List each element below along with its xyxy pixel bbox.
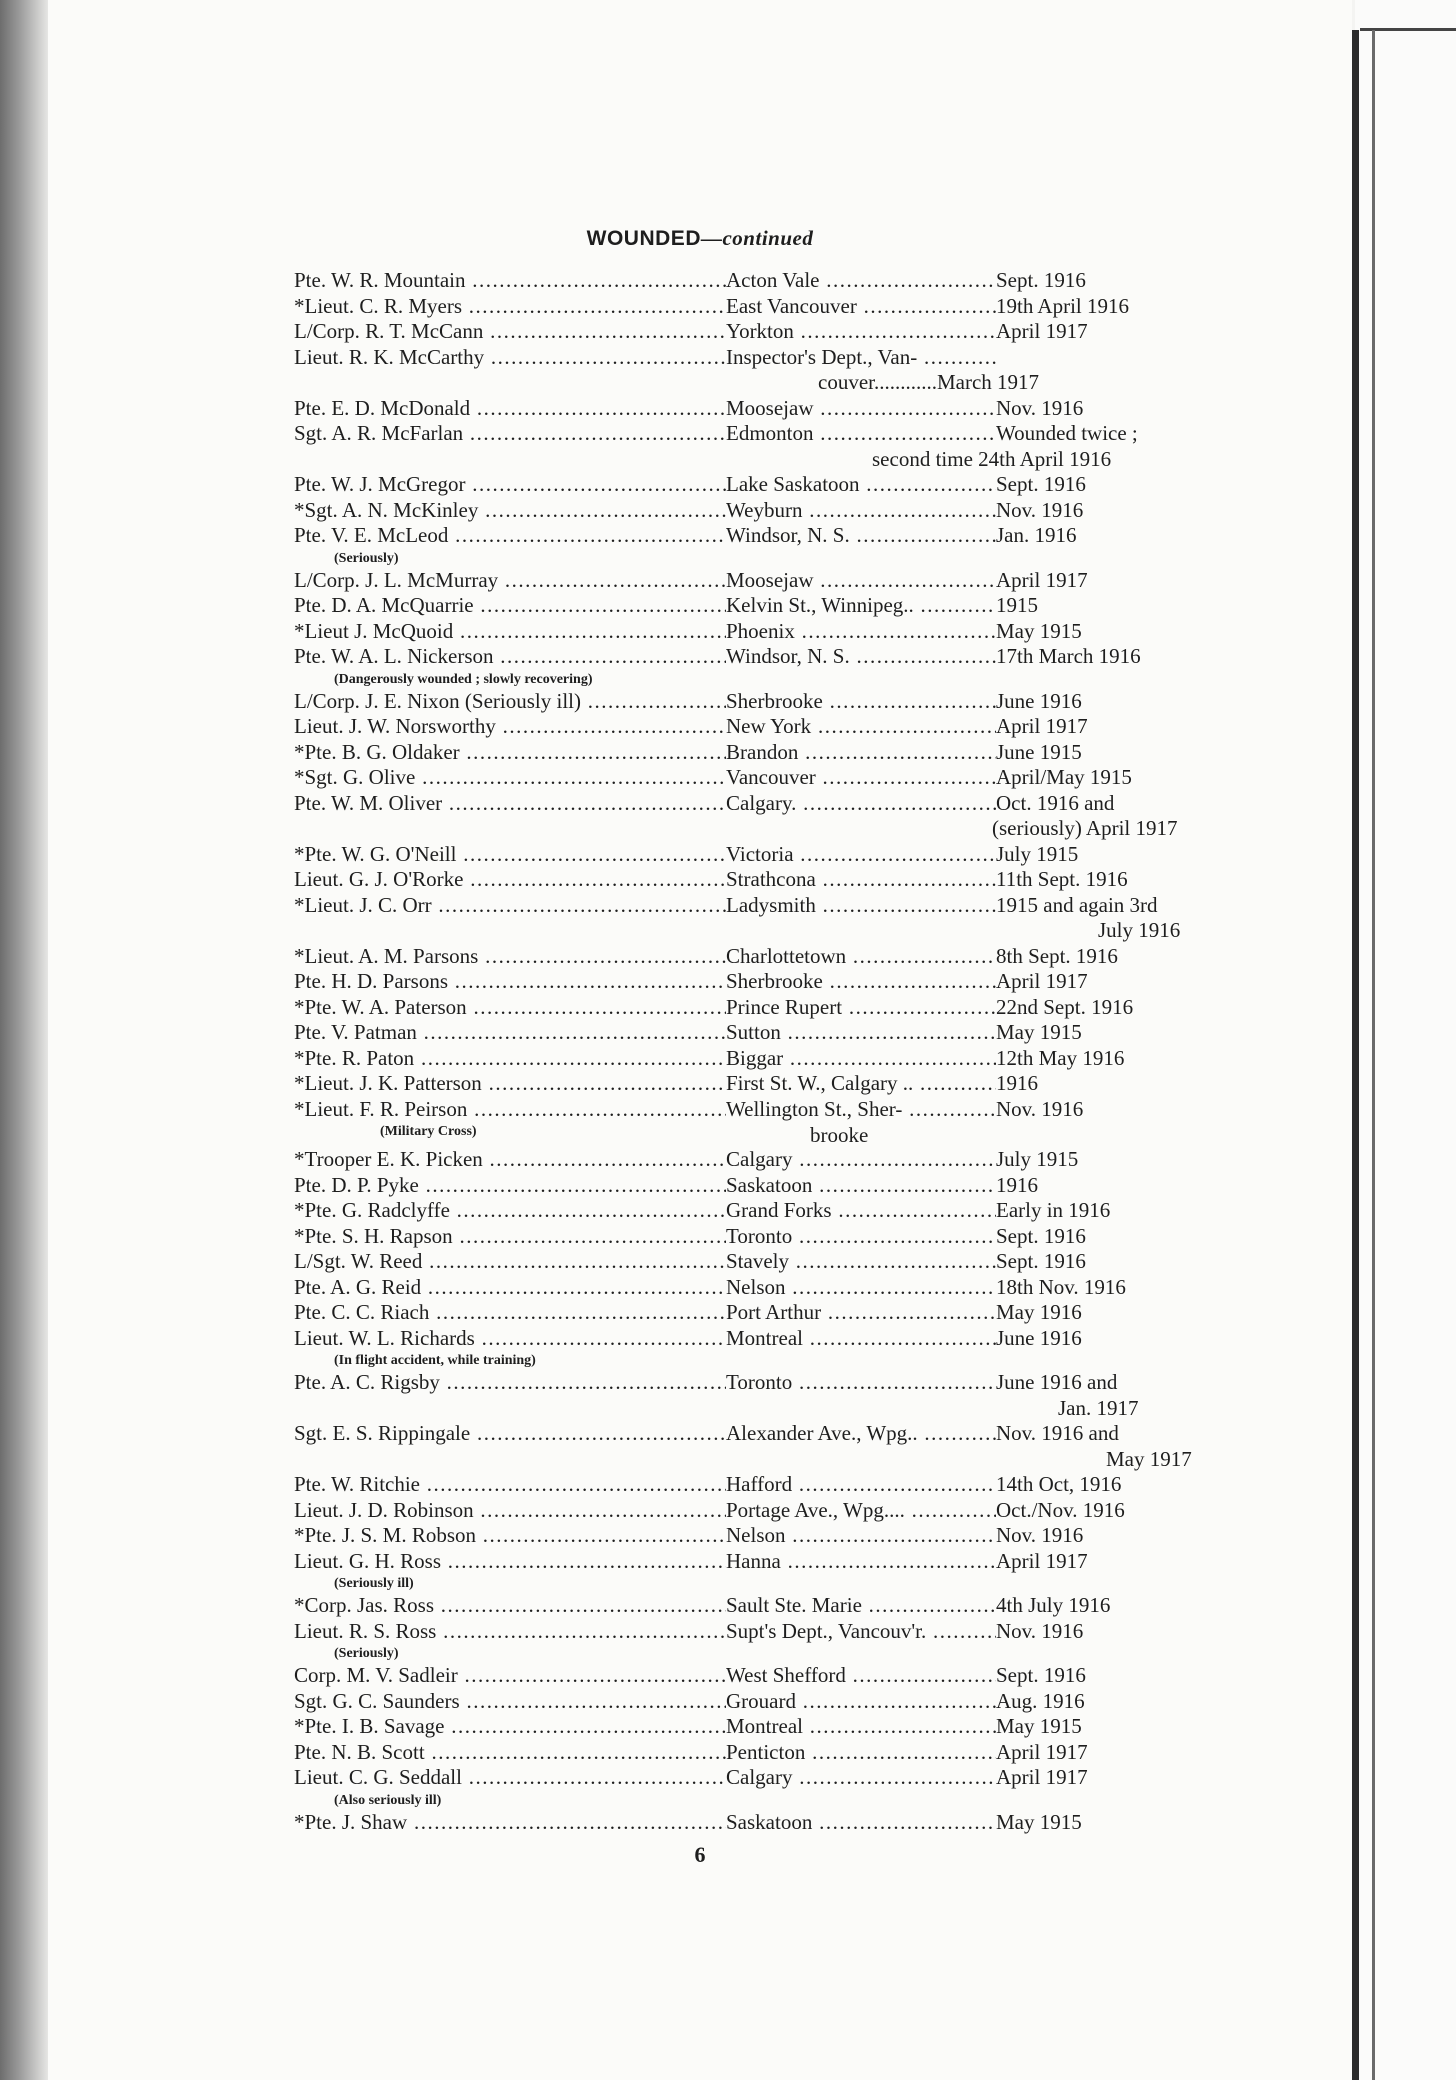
wound-date: Sept. 1916 — [996, 268, 1086, 292]
wound-date: April 1917 — [996, 969, 1088, 993]
wound-date: June 1916 — [996, 688, 1082, 713]
hometown: Brandon ..... — [726, 740, 996, 766]
hometown: Hanna ..... — [726, 1549, 996, 1575]
hometown: Calgary. ..... — [726, 791, 996, 817]
entry-note — [48, 1644, 1352, 1663]
casualty-entry — [48, 1173, 1352, 1199]
page-fold-line-2 — [1372, 30, 1375, 2080]
casualty-entry — [48, 765, 1352, 791]
soldier-name: Lieut. W. L. Richards ..... — [294, 1326, 726, 1352]
wound-date: Oct./Nov. 1916 — [996, 1497, 1125, 1522]
soldier-name: L/Corp. R. T. McCann ..... — [294, 319, 726, 345]
heading-continued: —continued — [700, 226, 814, 250]
wound-date: Nov. 1916 — [996, 1618, 1084, 1643]
wound-date: July 1915 — [996, 841, 1079, 866]
casualty-entry — [48, 1071, 1352, 1097]
wound-date: July 1915 — [996, 1147, 1079, 1171]
continuation-text: brooke — [810, 1126, 869, 1145]
casualty-entry — [48, 472, 1352, 498]
wound-date: May 1916 — [996, 1300, 1082, 1324]
soldier-name: Pte. W. J. McGregor ..... — [294, 472, 726, 498]
casualty-entry — [48, 1523, 1352, 1549]
soldier-name: *Trooper E. K. Picken ..... — [294, 1147, 726, 1173]
hometown: East Vancouver ..... — [726, 294, 996, 320]
soldier-name: *Pte. J. Shaw ..... — [294, 1810, 726, 1836]
casualty-entry — [48, 1249, 1352, 1275]
casualty-entry — [48, 593, 1352, 619]
wound-date: April 1917 — [996, 567, 1088, 592]
casualty-entry — [48, 842, 1352, 868]
casualty-entry — [48, 345, 1352, 371]
wound-date: April/May 1915 — [996, 765, 1132, 789]
hometown: Nelson ..... — [726, 1275, 996, 1301]
hometown: Acton Vale ..... — [726, 268, 996, 294]
soldier-name: L/Corp. J. L. McMurray ..... — [294, 568, 726, 594]
continuation-text: second time 24th April 1916 — [872, 446, 1112, 471]
page-heading — [48, 226, 1352, 251]
hometown: Toronto ..... — [726, 1224, 996, 1250]
wound-date: Early in 1916 — [996, 1198, 1111, 1222]
wound-date: Nov. 1916 — [996, 1096, 1084, 1121]
wound-date: May 1915 — [996, 618, 1082, 643]
document-page — [48, 0, 1352, 2080]
casualty-entry — [48, 268, 1352, 294]
page-fold-line — [1352, 30, 1359, 2080]
hometown: Saskatoon ..... — [726, 1810, 996, 1836]
wound-date: 19th April 1916 — [996, 293, 1130, 318]
casualty-entry — [48, 1421, 1352, 1447]
casualty-entry — [48, 714, 1352, 740]
page-number: 6 — [694, 1842, 706, 1867]
entry-note — [48, 1574, 1352, 1593]
wound-date: May 1915 — [996, 1809, 1082, 1834]
hometown: Kelvin St., Winnipeg.. ..... — [726, 593, 996, 619]
hometown: Montreal ..... — [726, 1714, 996, 1740]
casualty-list — [48, 268, 1352, 1835]
hometown: Phoenix ..... — [726, 619, 996, 645]
soldier-name: *Pte. W. A. Paterson ..... — [294, 995, 726, 1021]
wound-date: Sept. 1916 — [996, 472, 1086, 496]
hometown: Ladysmith ..... — [726, 893, 996, 919]
wound-date: 11th Sept. 1916 — [996, 867, 1128, 891]
soldier-name: *Lieut. C. R. Myers ..... — [294, 294, 726, 320]
hometown: Sault Ste. Marie ..... — [726, 1593, 996, 1619]
hometown: Sutton ..... — [726, 1020, 996, 1046]
hometown: Montreal ..... — [726, 1326, 996, 1352]
entry-continuation — [48, 1396, 1352, 1422]
entry-continuation — [48, 918, 1352, 944]
hometown: Nelson ..... — [726, 1523, 996, 1549]
wound-date: June 1916 — [996, 1325, 1082, 1350]
wound-date: 1916 — [996, 1071, 1038, 1095]
wound-date: June 1915 — [996, 739, 1082, 764]
hometown: First St. W., Calgary .. ..... — [726, 1071, 996, 1097]
casualty-entry — [48, 1275, 1352, 1301]
entry-continuation — [48, 447, 1352, 473]
hometown: Saskatoon ..... — [726, 1173, 996, 1199]
soldier-name: *Pte. S. H. Rapson ..... — [294, 1224, 726, 1250]
soldier-name: Pte. D. P. Pyke ..... — [294, 1173, 726, 1199]
wound-date: April 1917 — [996, 1739, 1088, 1764]
casualty-entry — [48, 1740, 1352, 1766]
hometown: Calgary ..... — [726, 1147, 996, 1173]
soldier-name: Pte. D. A. McQuarrie ..... — [294, 593, 726, 619]
wound-date: May 1915 — [996, 1020, 1082, 1044]
casualty-entry — [48, 1046, 1352, 1072]
casualty-entry — [48, 1498, 1352, 1524]
wound-date: June 1916 and — [996, 1370, 1118, 1394]
wound-date: Aug. 1916 — [996, 1688, 1085, 1713]
soldier-name: Pte. V. Patman ..... — [294, 1020, 726, 1046]
soldier-name: *Lieut. A. M. Parsons ..... — [294, 944, 726, 970]
hometown: Victoria ..... — [726, 842, 996, 868]
entry-note — [48, 1351, 1352, 1370]
entry-note — [48, 670, 1352, 689]
entry-continuation — [48, 816, 1352, 842]
soldier-name: Pte. A. G. Reid ..... — [294, 1275, 726, 1301]
wound-date: April 1917 — [996, 1765, 1088, 1789]
note-text: (Seriously) — [334, 1646, 399, 1661]
wound-date: Nov. 1916 — [996, 1523, 1084, 1547]
wound-date: 22nd Sept. 1916 — [996, 994, 1134, 1019]
continuation-text: (seriously) April 1917 — [992, 816, 1178, 840]
soldier-name: Pte. W. R. Mountain ..... — [294, 268, 726, 294]
casualty-entry — [48, 1326, 1352, 1352]
hometown: Stavely ..... — [726, 1249, 996, 1275]
continuation-text: Jan. 1917 — [1058, 1395, 1139, 1420]
casualty-entry — [48, 1370, 1352, 1396]
wound-date: Nov. 1916 — [996, 497, 1084, 522]
soldier-name: *Lieut. J. C. Orr ..... — [294, 893, 726, 919]
hometown: Penticton ..... — [726, 1740, 996, 1766]
casualty-entry — [48, 1020, 1352, 1046]
note-text: (Seriously) — [334, 550, 399, 566]
hometown: Wellington St., Sher- ..... — [726, 1097, 996, 1123]
casualty-entry — [48, 1549, 1352, 1575]
next-page-edge — [1355, 0, 1456, 2080]
hometown: West Shefford ..... — [726, 1663, 996, 1689]
casualty-entry — [48, 1097, 1352, 1123]
soldier-name: Lieut. G. J. O'Rorke ..... — [294, 867, 726, 893]
soldier-name: *Pte. G. Radclyffe ..... — [294, 1198, 726, 1224]
soldier-name: *Lieut J. McQuoid ..... — [294, 619, 726, 645]
soldier-name: Pte. W. Ritchie ..... — [294, 1472, 726, 1498]
soldier-name: Lieut. R. K. McCarthy ..... — [294, 345, 726, 371]
soldier-name: *Pte. I. B. Savage ..... — [294, 1714, 726, 1740]
soldier-name: L/Sgt. W. Reed ..... — [294, 1249, 726, 1275]
hometown: Portage Ave., Wpg.... ..... — [726, 1498, 996, 1524]
casualty-entry — [48, 1593, 1352, 1619]
hometown: Windsor, N. S. ..... — [726, 523, 996, 549]
note-text: (Military Cross) — [380, 1124, 477, 1139]
hometown: Grouard ..... — [726, 1689, 996, 1715]
soldier-name: Pte. V. E. McLeod ..... — [294, 523, 726, 549]
casualty-entry — [48, 944, 1352, 970]
hometown: New York ..... — [726, 714, 996, 740]
wound-date: April 1917 — [996, 319, 1088, 343]
hometown: Moosejaw ..... — [726, 568, 996, 594]
continuation-text: May 1917 — [1106, 1446, 1192, 1471]
soldier-name: Pte. C. C. Riach ..... — [294, 1300, 726, 1326]
casualty-entry — [48, 867, 1352, 893]
casualty-entry — [48, 1619, 1352, 1645]
casualty-entry — [48, 644, 1352, 670]
entry-continuation — [48, 1447, 1352, 1473]
continuation-text: couver............March 1917 — [818, 370, 1040, 394]
hometown: Vancouver ..... — [726, 765, 996, 791]
wound-date: 4th July 1916 — [996, 1593, 1111, 1617]
wound-date: 1915 and again 3rd — [996, 892, 1158, 917]
hometown: Sherbrooke ..... — [726, 689, 996, 715]
casualty-entry — [48, 1224, 1352, 1250]
wound-date: 1915 — [996, 593, 1038, 617]
wound-date: Nov. 1916 and — [996, 1421, 1119, 1445]
entry-continuation — [48, 370, 1352, 396]
wound-date: Jan. 1916 — [996, 523, 1077, 547]
casualty-entry — [48, 568, 1352, 594]
casualty-entry — [48, 1147, 1352, 1173]
soldier-name: Sgt. G. C. Saunders ..... — [294, 1689, 726, 1715]
soldier-name: *Pte. W. G. O'Neill ..... — [294, 842, 726, 868]
wound-date: Sept. 1916 — [996, 1663, 1086, 1687]
wound-date: April 1917 — [996, 1548, 1088, 1573]
soldier-name: Lieut. G. H. Ross ..... — [294, 1549, 726, 1575]
wound-date: Sept. 1916 — [996, 1223, 1086, 1248]
book-gutter-shadow — [0, 0, 48, 2080]
hometown: Strathcona ..... — [726, 867, 996, 893]
hometown: Yorkton ..... — [726, 319, 996, 345]
soldier-name: Lieut. C. G. Seddall ..... — [294, 1765, 726, 1791]
hometown: Prince Rupert ..... — [726, 995, 996, 1021]
entry-note — [48, 549, 1352, 568]
casualty-entry — [48, 893, 1352, 919]
casualty-entry — [48, 1689, 1352, 1715]
hometown: Inspector's Dept., Van- ..... — [726, 345, 996, 371]
soldier-name: Pte. A. C. Rigsby ..... — [294, 1370, 726, 1396]
wound-date: 18th Nov. 1916 — [996, 1274, 1126, 1299]
casualty-entry — [48, 523, 1352, 549]
casualty-entry — [48, 689, 1352, 715]
casualty-entry — [48, 1300, 1352, 1326]
hometown: Port Arthur ..... — [726, 1300, 996, 1326]
hometown: Supt's Dept., Vancouv'r. ..... — [726, 1619, 996, 1645]
wound-date: 8th Sept. 1916 — [996, 943, 1118, 968]
entry-note — [48, 1791, 1352, 1810]
wound-date: Nov. 1916 — [996, 395, 1084, 420]
casualty-entry — [48, 969, 1352, 995]
wound-date: May 1915 — [996, 1714, 1082, 1738]
hometown: Windsor, N. S. ..... — [726, 644, 996, 670]
casualty-entry — [48, 740, 1352, 766]
hometown: Toronto ..... — [726, 1370, 996, 1396]
hometown: Alexander Ave., Wpg.. ..... — [726, 1421, 996, 1447]
casualty-entry — [48, 421, 1352, 447]
soldier-name: Sgt. A. R. McFarlan ..... — [294, 421, 726, 447]
soldier-name: Lieut. J. D. Robinson ..... — [294, 1498, 726, 1524]
casualty-entry — [48, 1472, 1352, 1498]
wound-date: 14th Oct, 1916 — [996, 1472, 1122, 1496]
note-text: (In flight accident, while training) — [334, 1353, 536, 1368]
entry-note — [48, 1122, 1352, 1147]
soldier-name: Lieut. J. W. Norsworthy ..... — [294, 714, 726, 740]
wound-date: Wounded twice ; — [996, 421, 1138, 445]
hometown: Weyburn ..... — [726, 498, 996, 524]
soldier-name: Lieut. R. S. Ross ..... — [294, 1619, 726, 1645]
wound-date: 1916 — [996, 1172, 1038, 1197]
casualty-entry — [48, 1714, 1352, 1740]
note-text: (Also seriously ill) — [334, 1792, 442, 1808]
hometown: Charlottetown ..... — [726, 944, 996, 970]
casualty-entry — [48, 619, 1352, 645]
hometown: Hafford ..... — [726, 1472, 996, 1498]
note-text: (Seriously ill) — [334, 1576, 414, 1591]
soldier-name: *Sgt. A. N. McKinley ..... — [294, 498, 726, 524]
continuation-text: July 1916 — [1098, 918, 1181, 942]
soldier-name: L/Corp. J. E. Nixon (Seriously ill) ..... — [294, 689, 726, 715]
hometown: Sherbrooke ..... — [726, 969, 996, 995]
hometown: Grand Forks ..... — [726, 1198, 996, 1224]
soldier-name: Pte. W. A. L. Nickerson ..... — [294, 644, 726, 670]
wound-date: 12th May 1916 — [996, 1045, 1125, 1070]
hometown: Moosejaw ..... — [726, 396, 996, 422]
casualty-entry — [48, 319, 1352, 345]
soldier-name: *Pte. B. G. Oldaker ..... — [294, 740, 726, 766]
soldier-name: *Pte. R. Paton ..... — [294, 1046, 726, 1072]
wound-date: April 1917 — [996, 714, 1088, 738]
soldier-name: Pte. E. D. McDonald ..... — [294, 396, 726, 422]
soldier-name: Pte. N. B. Scott ..... — [294, 1740, 726, 1766]
hometown: Biggar ..... — [726, 1046, 996, 1072]
soldier-name: Pte. H. D. Parsons ..... — [294, 969, 726, 995]
casualty-entry — [48, 294, 1352, 320]
heading-title: WOUNDED — [586, 227, 701, 250]
casualty-entry — [48, 1810, 1352, 1836]
soldier-name: *Corp. Jas. Ross ..... — [294, 1593, 726, 1619]
casualty-entry — [48, 1663, 1352, 1689]
casualty-entry — [48, 995, 1352, 1021]
casualty-entry — [48, 1765, 1352, 1791]
soldier-name: Sgt. E. S. Rippingale ..... — [294, 1421, 726, 1447]
soldier-name: *Pte. J. S. M. Robson ..... — [294, 1523, 726, 1549]
hometown: Edmonton ..... — [726, 421, 996, 447]
hometown: Lake Saskatoon ..... — [726, 472, 996, 498]
note-text: (Dangerously wounded ; slowly recovering) — [334, 671, 593, 687]
soldier-name: *Lieut. J. K. Patterson ..... — [294, 1071, 726, 1097]
casualty-entry — [48, 498, 1352, 524]
soldier-name: *Sgt. G. Olive ..... — [294, 765, 726, 791]
soldier-name: Pte. W. M. Oliver ..... — [294, 791, 726, 817]
casualty-entry — [48, 396, 1352, 422]
wound-date: Sept. 1916 — [996, 1249, 1086, 1273]
soldier-name: *Lieut. F. R. Peirson ..... — [294, 1097, 726, 1123]
hometown: Calgary ..... — [726, 1765, 996, 1791]
casualty-entry — [48, 791, 1352, 817]
casualty-entry — [48, 1198, 1352, 1224]
wound-date: Oct. 1916 and — [996, 790, 1115, 815]
soldier-name: Corp. M. V. Sadleir ..... — [294, 1663, 726, 1689]
wound-date: 17th March 1916 — [996, 644, 1141, 668]
